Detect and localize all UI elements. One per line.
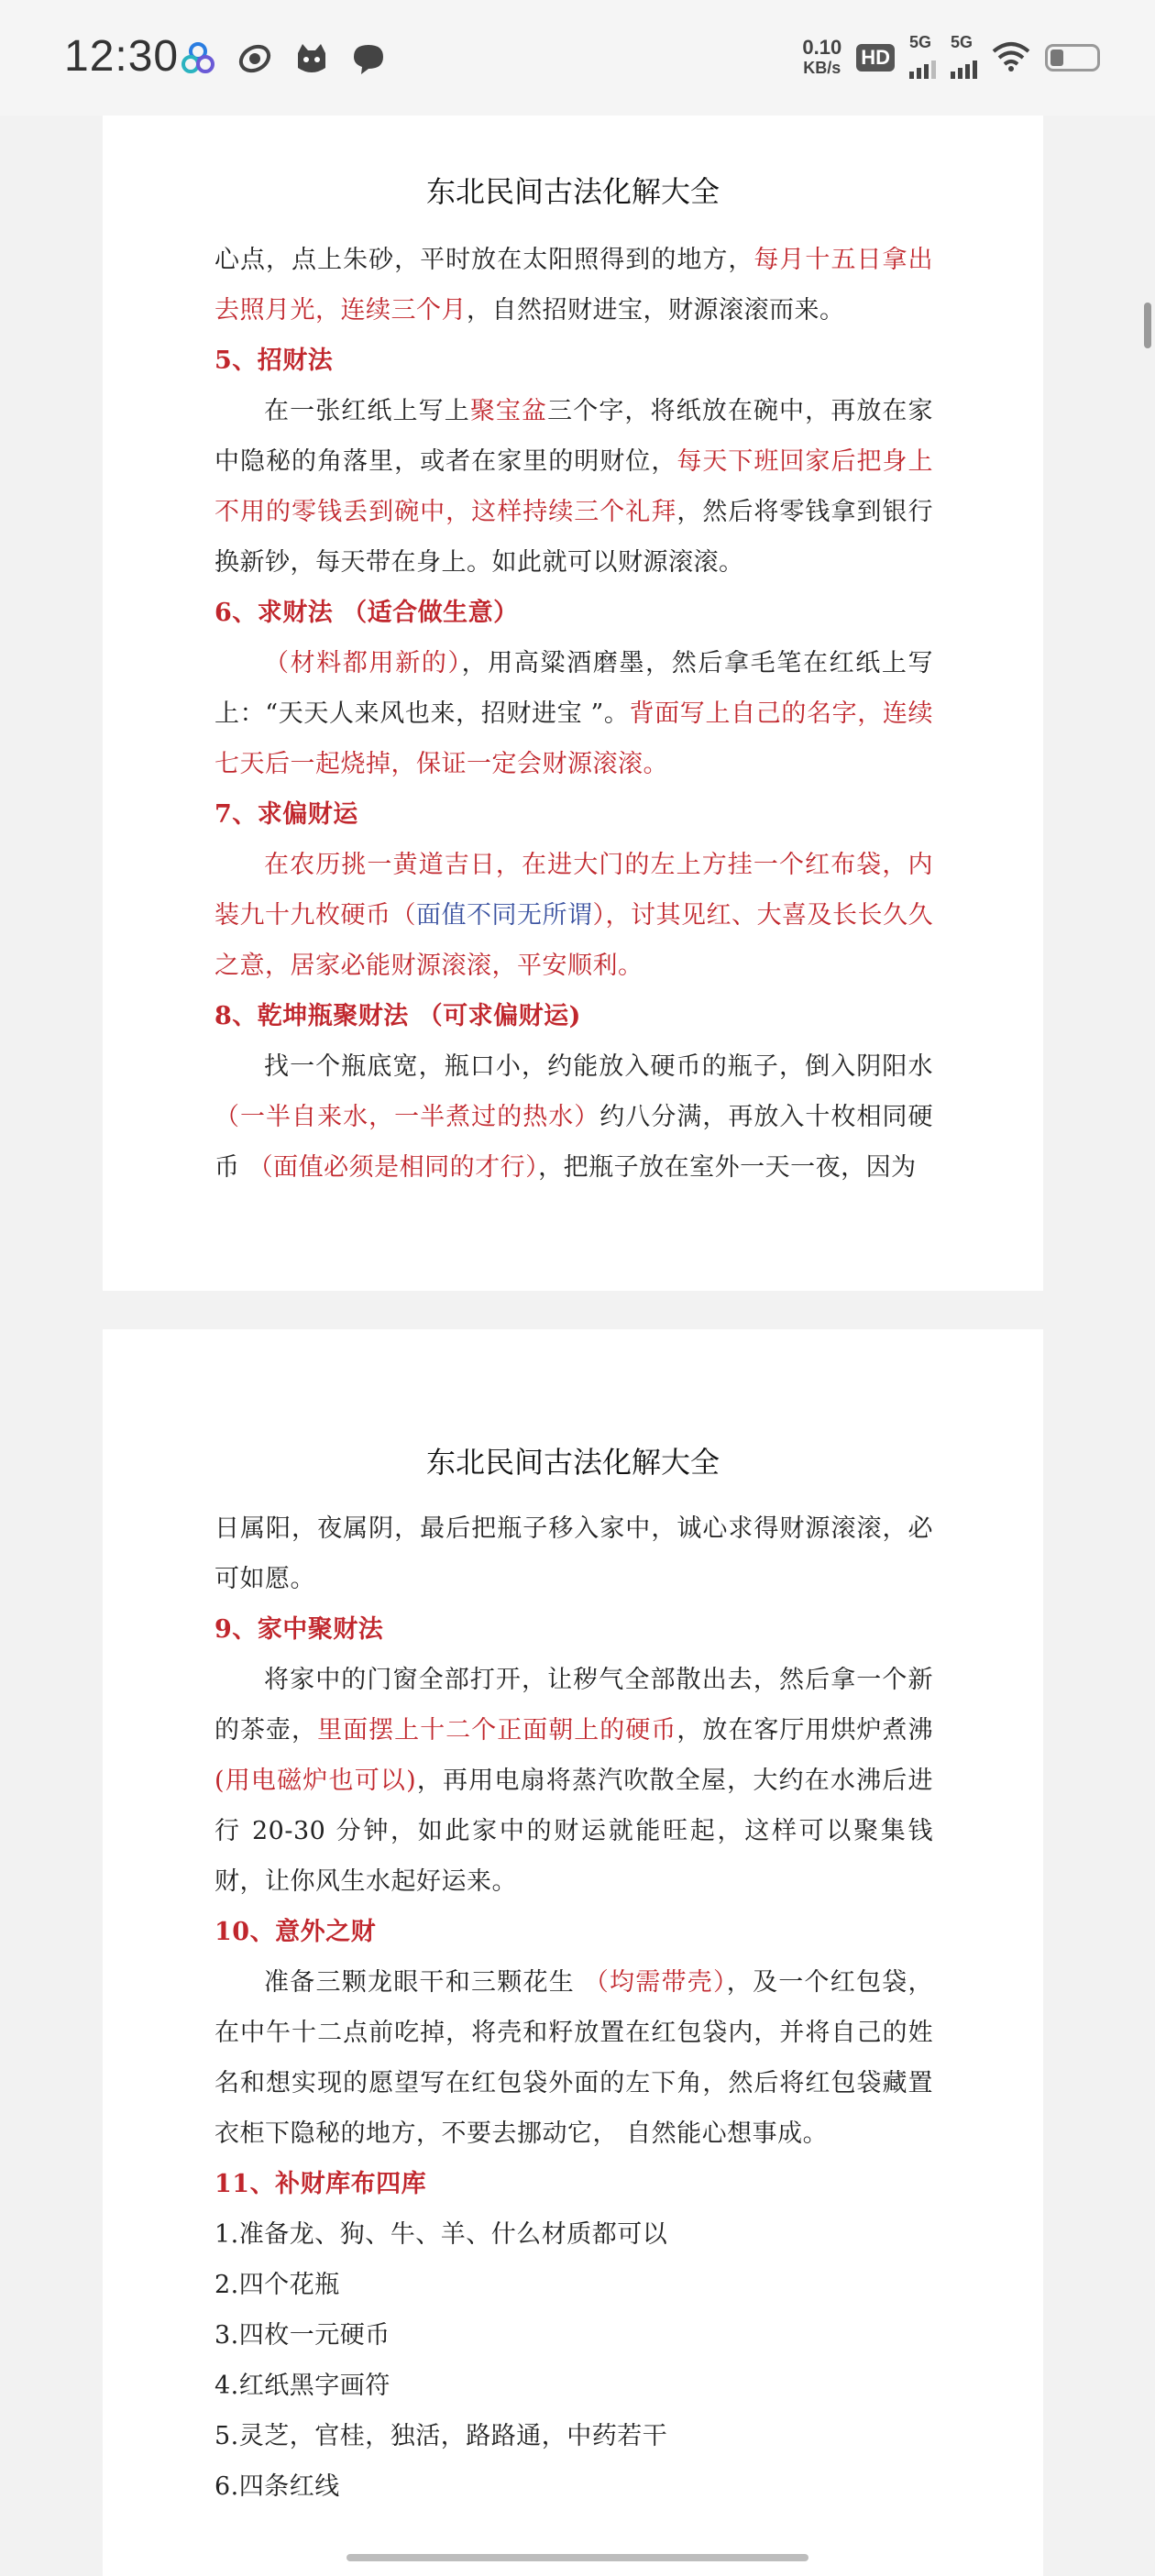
text-span: 准备三颗龙眼干和三颗花生 [264,1968,584,1997]
text-span: ，放在客厅用烘炉煮沸 [676,1716,934,1745]
text-span: ，然后将零钱拿到银行换新钞，每天带在身上。如此就可以财源滚滚。 [214,498,934,577]
cat-face-icon [293,40,330,77]
section-heading: 8、乾坤瓶聚财法 （可求偏财运) [214,1002,581,1030]
highlight-span: （面值必须是相同的才行） [248,1153,539,1182]
text-span: 约八分满，再放入十枚相同硬币 [214,1103,934,1182]
highlight-span: （均需带壳） [583,1968,727,1997]
network-speed-unit: KB/s [803,59,842,77]
text-span: 在一张红纸上写上 [264,397,470,425]
highlight-span: 每天下班回家后把身上不用的零钱丢到碗中，这样持续三个礼拜 [214,447,934,526]
status-time: 12:30 [64,32,180,81]
text-span: ，再用电扇将蒸汽吹散全屋，大约在水沸后进行 20-30 分钟，如此家中的财运就能旺起，这样可以聚集钱财，让你风生水起好运来。 [214,1767,933,1896]
list-item: 4.红纸黑字画符 [214,2372,390,2400]
paragraph [214,1041,933,1193]
document-page-2 [103,1329,1043,2576]
wifi-icon [992,40,1030,76]
browser-icon [236,40,273,77]
section-heading: 10、意外之财 [214,1918,377,1946]
list-item: 2.四个花瓶 [214,2271,340,2299]
paragraph [214,1655,933,1907]
list-item: 5.灵芝，官桂，独活，路路通，中药若干 [214,2422,668,2450]
text-span: 三个字，将纸放在碗中，再放在家中隐秘的角落里，或者在家里的明财位， [214,397,934,476]
list-item: 1.准备龙、狗、牛、羊、什么材质都可以 [214,2220,668,2249]
signal-sim2-icon [951,33,977,79]
paragraph: 日属阳，夜属阴，最后把瓶子移入家中，诚心求得财源滚滚，必可如愿。 [214,1514,933,1593]
text-span: 心点，点上朱砂，平时放在太阳照得到的地方， [214,246,754,274]
notification-icons [180,40,387,77]
network-speed-value: 0.10 [802,36,842,59]
list-item: 6.四条红线 [214,2472,340,2501]
highlight-span: 里面摆上十二个正面朝上的硬币 [317,1716,677,1745]
paragraph [214,840,933,991]
chat-bubble-icon [350,40,387,77]
page-content [214,235,933,1193]
signal-sim1-icon [909,33,936,79]
scrollbar-thumb[interactable] [1144,303,1151,348]
highlight-span: （一半自来水，一半煮过的热水） [214,1103,600,1131]
hd-voice-badge: HD [856,44,895,72]
highlight-span: 面值不同无所谓 [416,901,593,930]
page-content [214,1503,933,2512]
paragraph [214,235,933,336]
text-span: 找一个瓶底宽，瓶口小，约能放入硬币的瓶子，倒入阴阳水 [264,1052,933,1081]
text-span: ，自然招财进宝，财源滚滚而来。 [467,296,845,325]
section-heading: 5、招财法 [214,347,334,375]
document-page-1 [103,116,1043,1291]
text-span: ，把瓶子放在室外一天一夜，因为 [538,1153,917,1182]
paragraph [214,638,933,789]
cloud-flower-icon [180,40,216,77]
highlight-span: 在农历挑一黄道吉日，在进大门的左上方挂一个红布袋，内装九十九枚硬币（ [214,851,933,930]
battery-icon [1045,44,1100,72]
page-title: 东北民间古法化解大全 [425,174,720,209]
page-title: 东北民间古法化解大全 [425,1445,720,1480]
text-span: ，及一个红包袋，在中午十二点前吃掉，将壳和籽放置在红包袋内，并将自己的姓名和想实现的愿望写在红包袋外面的左下角，然后将红包袋藏置衣柜下隐秘的地方，不要去挪动它， 自然能心想事成。 [214,1968,934,2148]
highlight-span: （材料都用新的） [264,649,462,677]
paragraph [214,386,933,588]
text-span: ，用高粱酒磨墨，然后拿毛笔在红纸上写上：“天天人来风也来，招财进宝 ”。 [214,649,934,728]
sim2-network-label: 5G [951,33,974,51]
list-item: 3.四枚一元硬币 [214,2321,390,2350]
highlight-span: (用电磁炉也可以) [214,1767,417,1795]
section-heading: 6、求财法 （适合做生意） [214,599,519,627]
section-heading: 7、求偏财运 [214,800,358,829]
highlight-span: 每月十五日拿出去照月光，连续三个月 [214,246,934,325]
section-heading: 11、补财库布四库 [214,2170,427,2198]
highlight-span: ），讨其见红、大喜及长长久久之意，居家必能财源滚滚，平安顺利。 [214,901,933,980]
highlight-span: 聚宝盆 [469,397,548,425]
home-indicator[interactable] [346,2554,808,2561]
network-speed [802,38,842,78]
text-span: 将家中的门窗全部打开，让秽气全部散出去，然后拿一个新的茶壶， [214,1666,933,1745]
system-icons [802,33,1100,79]
section-heading: 9、家中聚财法 [214,1615,384,1644]
sim1-network-label: 5G [909,33,932,51]
highlight-span: 背面写上自己的名字，连续七天后一起烧掉，保证一定会财源滚滚。 [214,699,933,778]
status-bar [0,0,1155,116]
paragraph [214,1957,933,2159]
